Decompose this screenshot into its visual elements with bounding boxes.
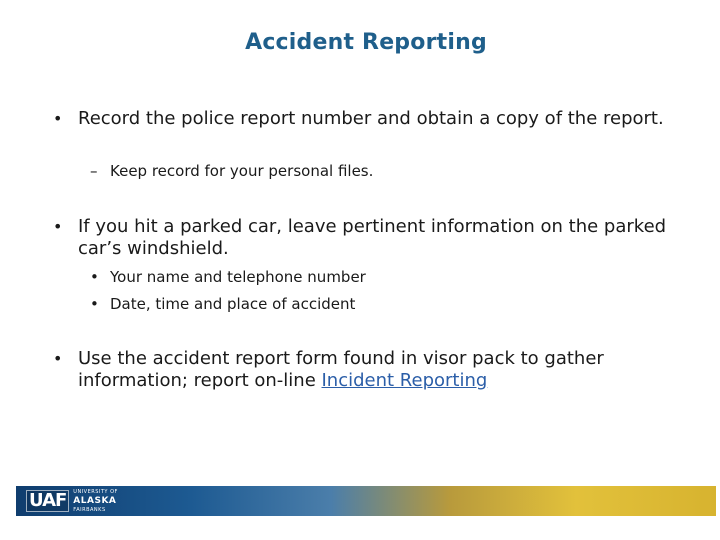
- sub-bullet-text: Date, time and place of accident: [110, 295, 356, 313]
- incident-reporting-link[interactable]: Incident Reporting: [321, 370, 488, 391]
- bullet-marker: •: [53, 109, 63, 128]
- sub-bullet-item: [90, 162, 670, 180]
- bullet-marker: •: [90, 268, 99, 286]
- bullet-text: [53, 348, 673, 392]
- bullet-item: [53, 108, 673, 130]
- bullet-item: [53, 216, 673, 260]
- uaf-logo[interactable]: [26, 489, 118, 513]
- logo-line-alaska: ALASKA: [73, 496, 117, 506]
- bullet-marker: •: [53, 217, 63, 236]
- dash-marker: –: [90, 162, 98, 180]
- bullet-marker: •: [53, 349, 63, 368]
- uaf-logo-mark: UAF: [26, 490, 69, 512]
- bullet-text: If you hit a parked car, leave pertinent information on the parked car’s windshield.: [78, 216, 667, 259]
- bullet-text: Record the police report number and obtain a copy of the report.: [78, 108, 664, 129]
- sub-bullet-text: Keep record for your personal files.: [110, 162, 374, 180]
- footer-banner: [16, 486, 716, 516]
- logo-line-fairbanks: FAIRBANKS: [73, 507, 106, 513]
- logo-line-university-of: UNIVERSITY OF: [73, 489, 118, 495]
- sub-bullet-item: [90, 295, 670, 313]
- bullet-marker: •: [90, 295, 99, 313]
- slide-title: Accident Reporting: [245, 30, 487, 55]
- sub-bullet-text: Your name and telephone number: [110, 268, 366, 286]
- uaf-logo-text: [73, 488, 118, 514]
- sub-bullet-item: [90, 268, 670, 286]
- bullet-text-before-link: Use the accident report form found in visor pack to gather information; report on-line: [78, 348, 604, 391]
- bullet-item: [53, 348, 673, 392]
